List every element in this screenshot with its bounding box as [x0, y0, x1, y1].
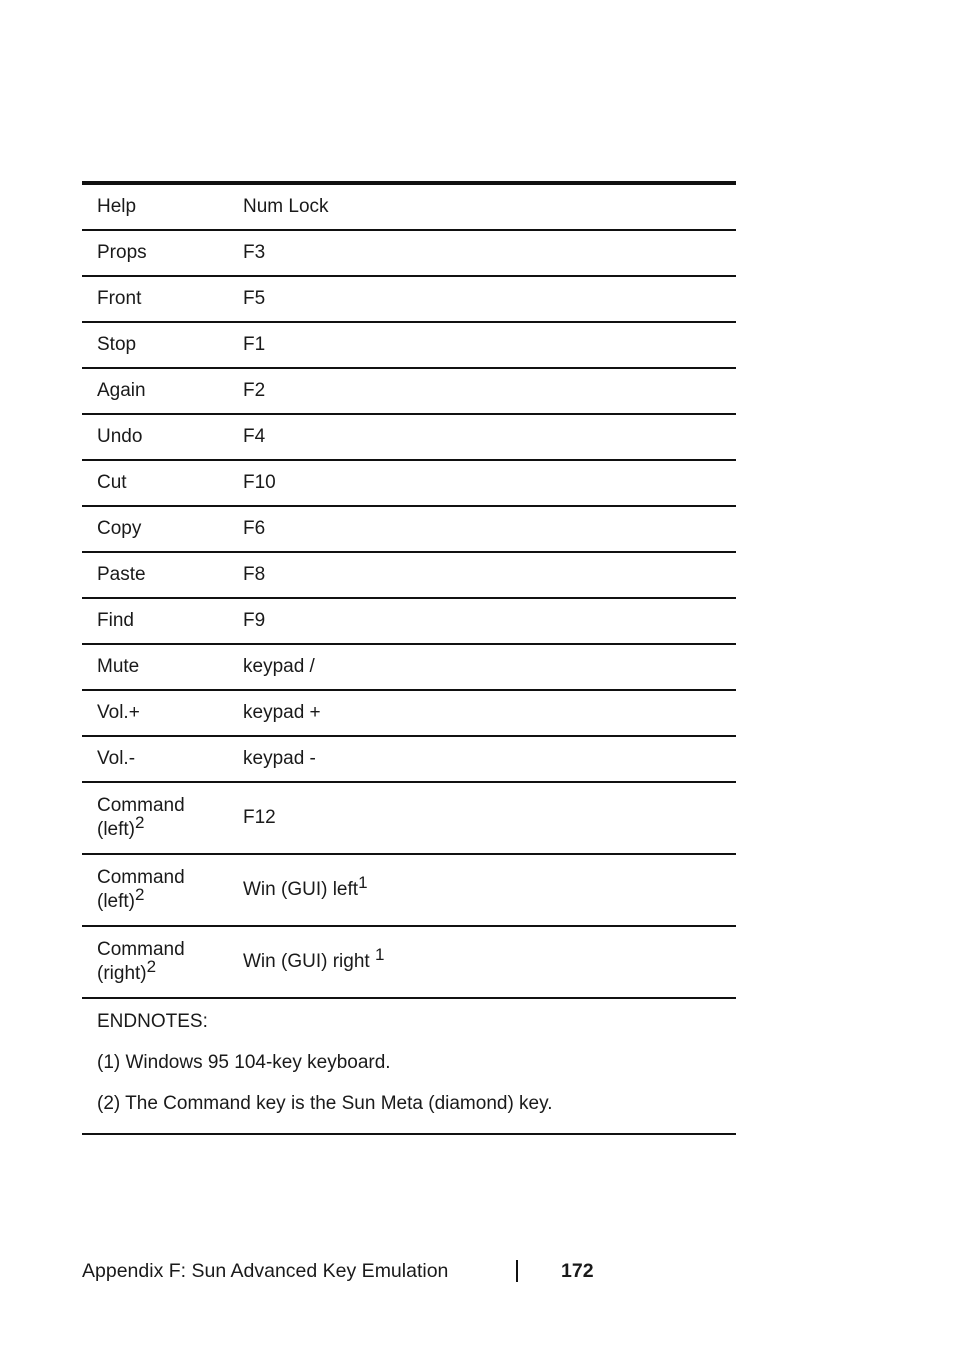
table-row [82, 855, 736, 927]
sun-key-cell: Help [97, 196, 137, 217]
sun-key-cell: Mute [97, 656, 140, 677]
pc-key-cell [243, 806, 736, 830]
endnote-item: (1) Windows 95 104-key keyboard. [97, 1052, 391, 1073]
pc-key-cell: F6 [243, 518, 266, 539]
table-row [82, 553, 736, 599]
sun-key-line1: Command [97, 939, 185, 960]
sun-key-cell: Copy [97, 518, 142, 539]
table-row [82, 927, 736, 999]
pc-key-cell: F9 [243, 610, 266, 631]
sun-key-cell: Front [97, 288, 142, 309]
table-row [82, 369, 736, 415]
endnote-ref: 2 [135, 885, 145, 904]
sun-key-line2: (right) [97, 963, 147, 984]
pc-key-cell: keypad / [243, 656, 315, 677]
endnote-ref: 2 [146, 957, 157, 976]
sun-key-line1: Command [97, 867, 185, 888]
endnote-ref: 2 [135, 813, 145, 832]
table-row [82, 461, 736, 507]
sun-key-cell: Cut [97, 472, 127, 493]
pc-key-cell: F10 [243, 472, 276, 493]
pc-key-cell [243, 873, 736, 902]
sun-key-cell: Props [97, 242, 147, 263]
table-row [82, 645, 736, 691]
sun-key-cell: Vol.- [97, 748, 136, 769]
pc-key-cell: keypad + [243, 702, 321, 723]
sun-key-cell: Find [97, 610, 134, 631]
sun-key-cell: Stop [97, 334, 137, 355]
pc-key-cell: F3 [243, 242, 266, 263]
endnote-item: (2) The Command key is the Sun Meta (diamond) key. [97, 1093, 553, 1114]
table-row [82, 691, 736, 737]
sun-key-cell: Undo [97, 426, 143, 447]
table-row [82, 783, 736, 855]
endnote-ref: 1 [358, 873, 368, 892]
table-row [82, 415, 736, 461]
pc-key-label: F12 [243, 807, 276, 828]
sun-key-line1: Command [97, 795, 185, 816]
pc-key-cell: Num Lock [243, 196, 329, 217]
key-mapping-table [82, 181, 736, 1135]
pc-key-cell [243, 945, 736, 974]
sun-key-cell [82, 794, 243, 842]
sun-key-cell: Paste [97, 564, 146, 585]
table-row [82, 231, 736, 277]
pc-key-cell: F4 [243, 426, 266, 447]
endnotes-section [82, 999, 736, 1135]
sun-key-cell [82, 866, 243, 914]
pc-key-cell: F1 [243, 334, 266, 355]
table-row [82, 277, 736, 323]
table-row [82, 737, 736, 783]
pc-key-cell: F8 [243, 564, 266, 585]
footer-divider [516, 1260, 518, 1282]
sun-key-cell: Vol.+ [97, 702, 140, 723]
sun-key-cell [82, 938, 243, 986]
pc-key-cell: F2 [243, 380, 266, 401]
pc-key-cell: keypad - [243, 748, 316, 769]
page-footer [82, 1257, 642, 1285]
pc-key-label: Win (GUI) right [243, 951, 375, 972]
page-number: 172 [561, 1260, 594, 1282]
footer-title: Appendix F: Sun Advanced Key Emulation [82, 1260, 449, 1282]
table-row [82, 599, 736, 645]
sun-key-line2: (left) [97, 819, 135, 840]
sun-key-cell: Again [97, 380, 146, 401]
endnote-ref: 1 [374, 945, 385, 964]
table-row [82, 323, 736, 369]
table-row [82, 507, 736, 553]
endnotes-heading: ENDNOTES: [97, 1011, 208, 1032]
pc-key-cell: F5 [243, 288, 266, 309]
table-row [82, 185, 736, 231]
sun-key-line2: (left) [97, 891, 135, 912]
pc-key-label: Win (GUI) left [243, 879, 359, 900]
